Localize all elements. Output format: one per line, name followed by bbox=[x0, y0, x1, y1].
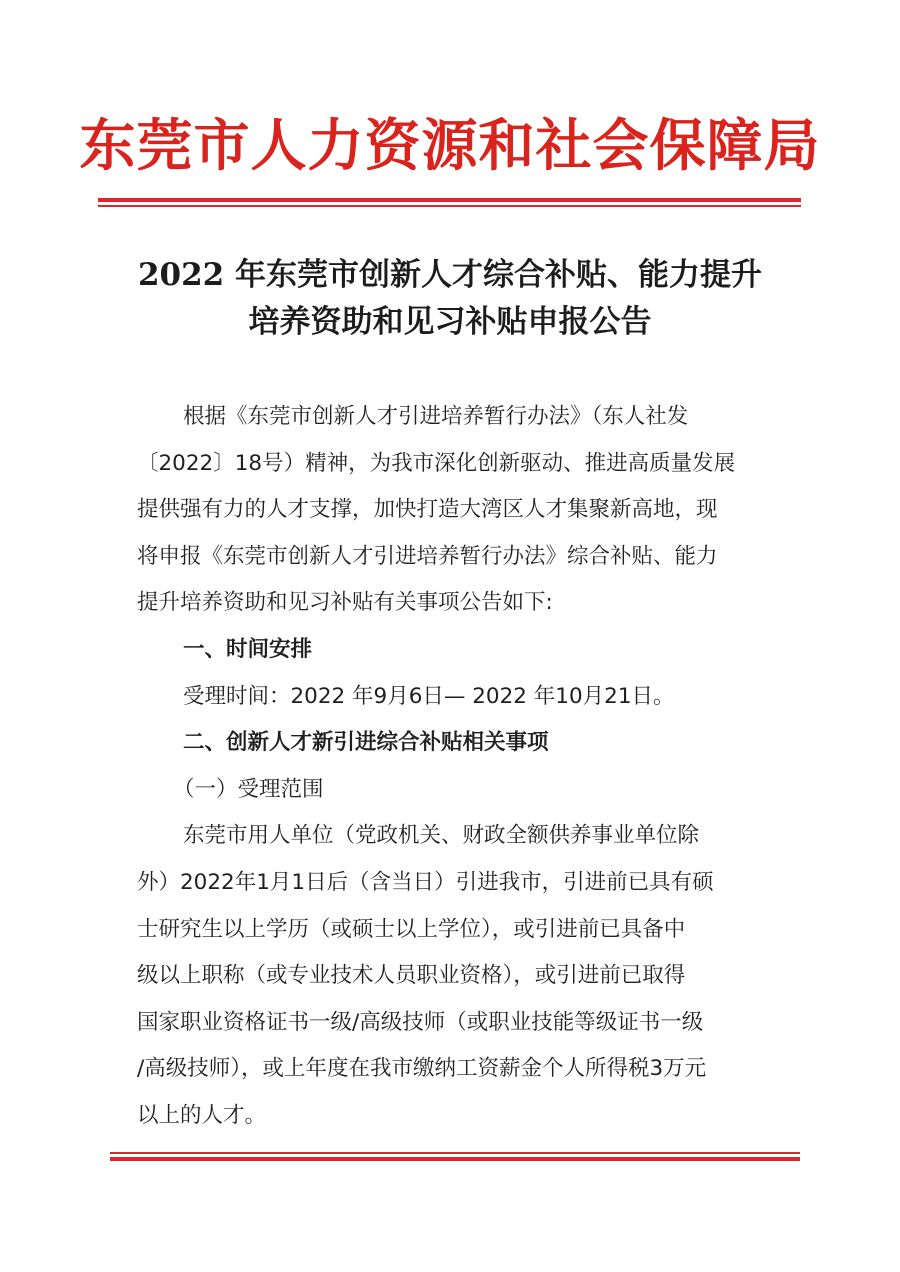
title-line-2: 培养资助和见习补贴申报公告 bbox=[248, 304, 652, 340]
intro-line-3 bbox=[137, 487, 765, 534]
footer-divider bbox=[110, 1152, 800, 1164]
divider-thin-line bbox=[110, 1152, 800, 1154]
divider-thin-line bbox=[98, 205, 801, 207]
section-2-line-6 bbox=[137, 1046, 765, 1093]
section-2-line-3 bbox=[137, 907, 765, 954]
section-1-text: 受理时间：2022 年9月6日— 2022 年10月21日。 bbox=[183, 683, 675, 709]
section-2-line-1 bbox=[137, 813, 765, 860]
intro-line-4 bbox=[137, 534, 765, 581]
document-body bbox=[137, 394, 765, 1140]
intro-line-5 bbox=[137, 580, 765, 627]
section-1-heading: 一、时间安排 bbox=[183, 636, 313, 662]
section-2-line-5 bbox=[137, 1000, 765, 1047]
section-2-heading: 二、创新人才新引进综合补贴相关事项 bbox=[183, 730, 549, 756]
section-2-line-2-text: 外）2022年1月1日后（含当日）引进我市，引进前已具有硕 bbox=[137, 869, 714, 895]
title-line-1: 2022 年东莞市创新人才综合补贴、能力提升 bbox=[137, 257, 763, 293]
section-2-line-5-text: 国家职业资格证书一级/高级技师（或职业技能等级证书一级 bbox=[137, 1009, 704, 1035]
intro-line-3-text: 提供强有力的人才支撑，加快打造大湾区人才集聚新高地，现 bbox=[137, 497, 718, 523]
section-2-line-4-text: 级以上职称（或专业技术人员职业资格），或引进前已取得 bbox=[137, 963, 686, 989]
section-2-line-7 bbox=[137, 1093, 765, 1140]
header-divider bbox=[98, 198, 801, 210]
document-title bbox=[0, 252, 900, 346]
intro-line-1 bbox=[137, 394, 765, 441]
intro-line-2 bbox=[137, 441, 765, 488]
section-2-subheading: （一）受理范围 bbox=[173, 776, 324, 802]
intro-line-1-text: 根据《东莞市创新人才引进培养暂行办法》（东人社发 bbox=[183, 404, 689, 429]
section-2-line-6-text: /高级技师），或上年度在我市缴纳工资薪金个人所得税3万元 bbox=[137, 1056, 707, 1082]
section-2-line-2 bbox=[137, 860, 765, 907]
section-2-line-3-text: 士研究生以上学历（或硕士以上学位），或引进前已具备中 bbox=[137, 916, 686, 942]
divider-thick-line bbox=[110, 1157, 800, 1161]
section-2-line-1-text: 东莞市用人单位（党政机关、财政全额供养事业单位除 bbox=[183, 823, 700, 849]
intro-line-5-text: 提升培养资助和见习补贴有关事项公告如下: bbox=[137, 590, 553, 616]
divider-thick-line bbox=[98, 198, 801, 202]
section-2-line-4 bbox=[137, 953, 765, 1000]
intro-line-2-text: 〔2022〕18号）精神，为我市深化创新驱动、推进高质量发展 bbox=[137, 450, 736, 476]
intro-line-4-text: 将申报《东莞市创新人才引进培养暂行办法》综合补贴、能力 bbox=[137, 543, 718, 569]
agency-header: 东莞市人力资源和社会保障局 bbox=[79, 113, 821, 179]
section-2-line-7-text: 以上的人才。 bbox=[137, 1102, 267, 1128]
